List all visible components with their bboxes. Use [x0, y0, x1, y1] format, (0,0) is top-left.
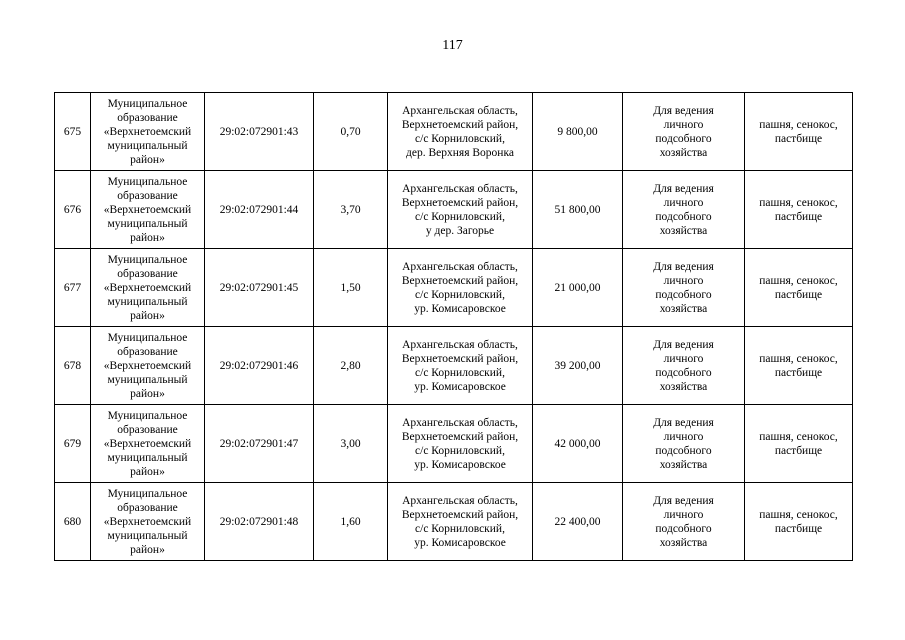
- land-use-line: пашня, сенокос,: [759, 352, 838, 365]
- permitted-use-line: личного: [663, 196, 704, 209]
- address-line: Верхнетоемский район,: [401, 274, 519, 287]
- owner-cell: [91, 171, 205, 249]
- address-line: с/с Корниловский,: [415, 444, 505, 457]
- owner-cell: [91, 249, 205, 327]
- owner-cell: [91, 405, 205, 483]
- row-number-cell: 678: [55, 327, 91, 405]
- area-cell: 1,50: [314, 249, 388, 327]
- address-cell: [388, 93, 533, 171]
- land-use-line: пастбище: [774, 522, 823, 535]
- land-use-cell: [745, 93, 853, 171]
- cadastral-value-cell: 9 800,00: [533, 93, 623, 171]
- row-number-cell: 679: [55, 405, 91, 483]
- permitted-use-line: хозяйства: [659, 458, 708, 471]
- address-cell: [388, 483, 533, 561]
- owner-line: район»: [130, 153, 165, 166]
- address-line: Архангельская область,: [402, 260, 518, 273]
- land-use-cell: [745, 171, 853, 249]
- cadastral-value-cell: 39 200,00: [533, 327, 623, 405]
- owner-line: образование: [117, 267, 178, 280]
- area-cell: 3,70: [314, 171, 388, 249]
- table-row: [55, 483, 853, 561]
- owner-line: «Верхнетоемский: [103, 203, 192, 216]
- area-cell: 1,60: [314, 483, 388, 561]
- owner-line: район»: [130, 231, 165, 244]
- address-line: Верхнетоемский район,: [401, 508, 519, 521]
- area-cell: 0,70: [314, 93, 388, 171]
- land-use-line: пашня, сенокос,: [759, 430, 838, 443]
- address-line: Архангельская область,: [402, 104, 518, 117]
- owner-line: «Верхнетоемский: [103, 515, 192, 528]
- table-body: [55, 93, 853, 561]
- address-cell: [388, 405, 533, 483]
- cadastral-value-cell: 51 800,00: [533, 171, 623, 249]
- owner-line: Муниципальное: [107, 97, 188, 110]
- land-use-line: пастбище: [774, 210, 823, 223]
- address-line: с/с Корниловский,: [415, 132, 505, 145]
- row-number-cell: 677: [55, 249, 91, 327]
- address-line: у дер. Загорье: [425, 224, 495, 237]
- row-number-cell: 676: [55, 171, 91, 249]
- permitted-use-line: Для ведения: [653, 104, 714, 117]
- land-use-line: пашня, сенокос,: [759, 274, 838, 287]
- table-row: [55, 249, 853, 327]
- owner-line: образование: [117, 345, 178, 358]
- address-line: Верхнетоемский район,: [401, 118, 519, 131]
- permitted-use-line: личного: [663, 430, 704, 443]
- permitted-use-cell: [623, 93, 745, 171]
- permitted-use-cell: [623, 327, 745, 405]
- address-line: Архангельская область,: [402, 494, 518, 507]
- owner-line: Муниципальное: [107, 331, 188, 344]
- permitted-use-line: хозяйства: [659, 224, 708, 237]
- owner-line: Муниципальное: [107, 487, 188, 500]
- owner-line: «Верхнетоемский: [103, 359, 192, 372]
- owner-cell: [91, 483, 205, 561]
- land-use-line: пашня, сенокос,: [759, 196, 838, 209]
- address-cell: [388, 249, 533, 327]
- address-line: Архангельская область,: [402, 182, 518, 195]
- permitted-use-line: подсобного: [655, 210, 712, 223]
- permitted-use-line: Для ведения: [653, 416, 714, 429]
- owner-line: образование: [117, 501, 178, 514]
- land-use-cell: [745, 405, 853, 483]
- table-row: [55, 405, 853, 483]
- table-row: [55, 327, 853, 405]
- cadastral-value-cell: 42 000,00: [533, 405, 623, 483]
- permitted-use-line: Для ведения: [653, 260, 714, 273]
- permitted-use-line: подсобного: [655, 288, 712, 301]
- land-use-line: пастбище: [774, 288, 823, 301]
- address-line: Архангельская область,: [402, 338, 518, 351]
- permitted-use-line: личного: [663, 274, 704, 287]
- permitted-use-cell: [623, 171, 745, 249]
- area-cell: 3,00: [314, 405, 388, 483]
- address-line: с/с Корниловский,: [415, 522, 505, 535]
- page-number: 117: [442, 38, 463, 53]
- cadastral-number-cell: 29:02:072901:46: [205, 327, 314, 405]
- cadastral-number-cell: 29:02:072901:43: [205, 93, 314, 171]
- land-use-line: пастбище: [774, 132, 823, 145]
- address-line: Архангельская область,: [402, 416, 518, 429]
- address-line: с/с Корниловский,: [415, 288, 505, 301]
- cadastral-number-cell: 29:02:072901:48: [205, 483, 314, 561]
- permitted-use-line: личного: [663, 352, 704, 365]
- land-use-line: пастбище: [774, 366, 823, 379]
- land-use-line: пашня, сенокос,: [759, 118, 838, 131]
- cadastral-number-cell: 29:02:072901:44: [205, 171, 314, 249]
- address-cell: [388, 171, 533, 249]
- owner-line: Муниципальное: [107, 409, 188, 422]
- owner-line: муниципальный: [107, 139, 188, 152]
- land-use-line: пашня, сенокос,: [759, 508, 838, 521]
- address-line: ур. Комисаровское: [414, 302, 506, 315]
- land-use-cell: [745, 249, 853, 327]
- permitted-use-line: хозяйства: [659, 380, 708, 393]
- owner-line: муниципальный: [107, 451, 188, 464]
- address-line: дер. Верхняя Воронка: [406, 146, 514, 159]
- address-line: Верхнетоемский район,: [401, 196, 519, 209]
- address-line: ур. Комисаровское: [414, 536, 506, 549]
- permitted-use-line: подсобного: [655, 132, 712, 145]
- row-number-cell: 680: [55, 483, 91, 561]
- permitted-use-cell: [623, 405, 745, 483]
- table-row: [55, 93, 853, 171]
- permitted-use-line: Для ведения: [653, 182, 714, 195]
- cadastral-value-cell: 21 000,00: [533, 249, 623, 327]
- owner-line: «Верхнетоемский: [103, 125, 192, 138]
- table-row: [55, 171, 853, 249]
- permitted-use-cell: [623, 249, 745, 327]
- address-line: с/с Корниловский,: [415, 210, 505, 223]
- address-cell: [388, 327, 533, 405]
- owner-cell: [91, 93, 205, 171]
- owner-line: образование: [117, 423, 178, 436]
- owner-line: Муниципальное: [107, 253, 188, 266]
- row-number-cell: 675: [55, 93, 91, 171]
- owner-line: район»: [130, 309, 165, 322]
- cadastral-number-cell: 29:02:072901:45: [205, 249, 314, 327]
- permitted-use-cell: [623, 483, 745, 561]
- cadastral-number-cell: 29:02:072901:47: [205, 405, 314, 483]
- address-line: Верхнетоемский район,: [401, 352, 519, 365]
- permitted-use-line: личного: [663, 118, 704, 131]
- owner-line: образование: [117, 111, 178, 124]
- address-line: ур. Комисаровское: [414, 380, 506, 393]
- land-use-cell: [745, 327, 853, 405]
- address-line: с/с Корниловский,: [415, 366, 505, 379]
- permitted-use-line: подсобного: [655, 444, 712, 457]
- owner-line: муниципальный: [107, 217, 188, 230]
- permitted-use-line: хозяйства: [659, 146, 708, 159]
- permitted-use-line: Для ведения: [653, 338, 714, 351]
- owner-line: образование: [117, 189, 178, 202]
- permitted-use-line: личного: [663, 508, 704, 521]
- permitted-use-line: подсобного: [655, 366, 712, 379]
- address-line: Верхнетоемский район,: [401, 430, 519, 443]
- owner-line: муниципальный: [107, 373, 188, 386]
- owner-line: муниципальный: [107, 295, 188, 308]
- land-use-line: пастбище: [774, 444, 823, 457]
- permitted-use-line: хозяйства: [659, 302, 708, 315]
- permitted-use-line: подсобного: [655, 522, 712, 535]
- area-cell: 2,80: [314, 327, 388, 405]
- owner-line: район»: [130, 387, 165, 400]
- owner-cell: [91, 327, 205, 405]
- owner-line: «Верхнетоемский: [103, 437, 192, 450]
- owner-line: Муниципальное: [107, 175, 188, 188]
- cadastral-value-cell: 22 400,00: [533, 483, 623, 561]
- address-line: ур. Комисаровское: [414, 458, 506, 471]
- permitted-use-line: хозяйства: [659, 536, 708, 549]
- land-use-cell: [745, 483, 853, 561]
- land-plots-table: [54, 92, 853, 561]
- owner-line: район»: [130, 465, 165, 478]
- owner-line: район»: [130, 543, 165, 556]
- owner-line: «Верхнетоемский: [103, 281, 192, 294]
- owner-line: муниципальный: [107, 529, 188, 542]
- permitted-use-line: Для ведения: [653, 494, 714, 507]
